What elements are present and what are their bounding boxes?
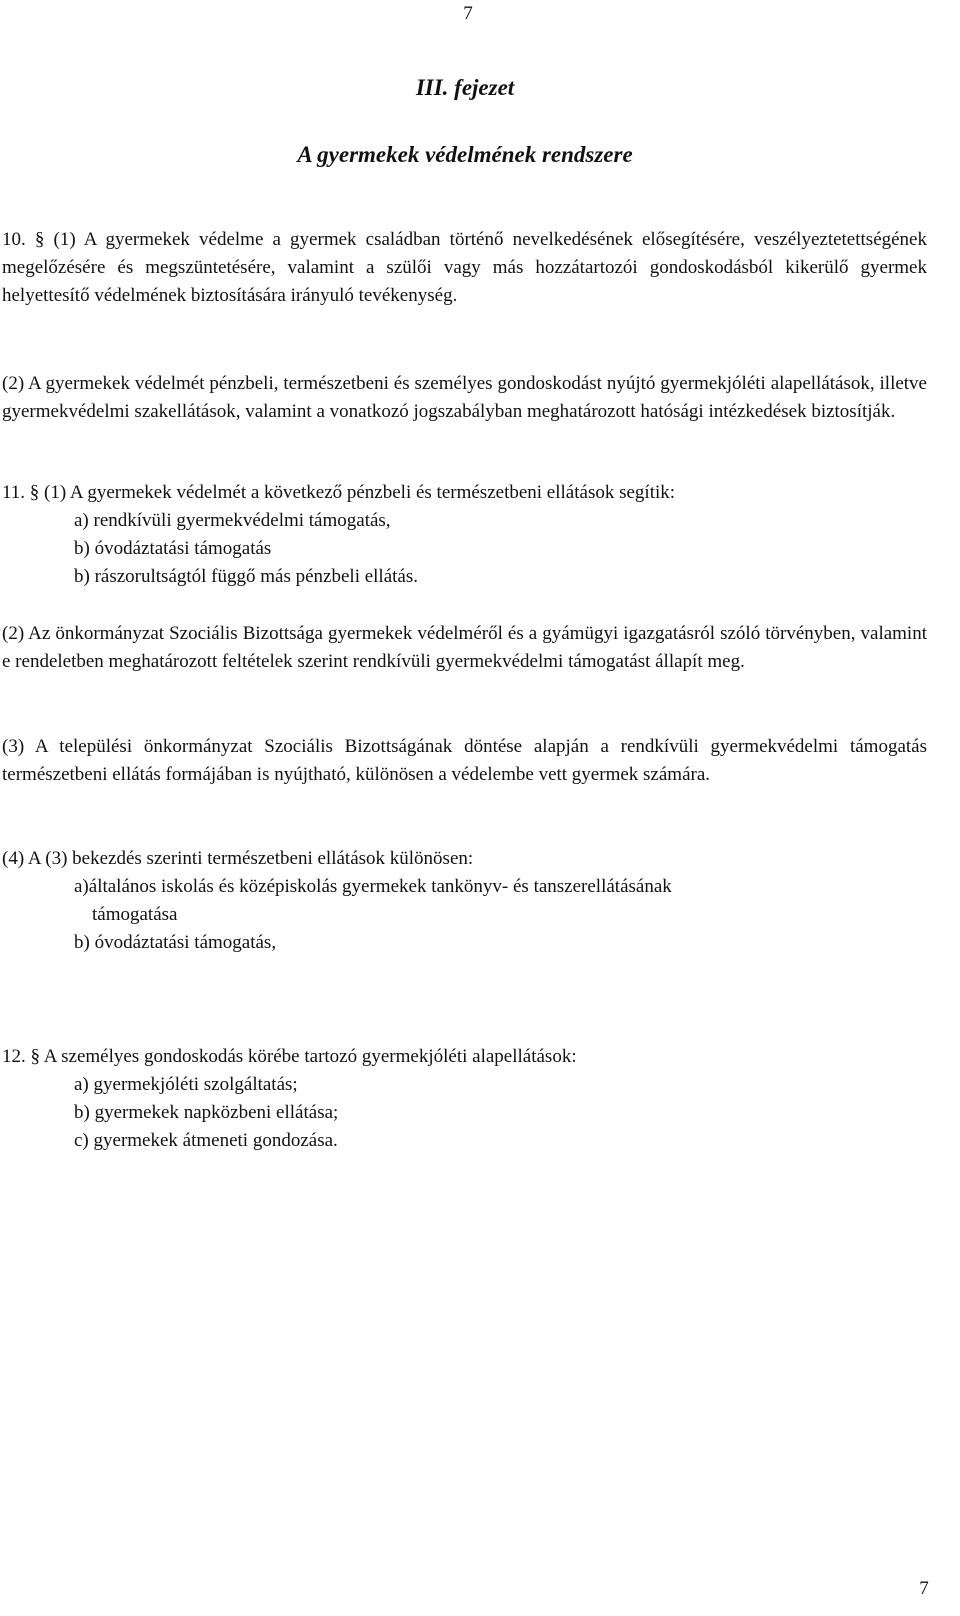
section-11-paragraph-4-intro: (4) A (3) bekezdés szerinti természetbeni ellátások különösen: bbox=[2, 848, 474, 869]
page-number-bottom: 7 bbox=[919, 1578, 929, 1599]
list-item: b) gyermekek napközbeni ellátása; bbox=[74, 1102, 339, 1123]
list-item: c) gyermekek átmeneti gondozása. bbox=[74, 1130, 338, 1151]
section-11-paragraph-1-intro: 11. § (1) A gyermekek védelmét a következő pénzbeli és természetbeni ellátások segítik: bbox=[2, 482, 676, 503]
chapter-title: A gyermekek védelmének rendszere bbox=[297, 142, 633, 167]
list-item: b) óvodáztatási támogatás, bbox=[74, 932, 277, 953]
section-10-paragraph-2: (2) A gyermekek védelmét pénzbeli, természetbeni és személyes gondoskodást nyújtó gyermekjóléti alapellátások, illetve gyermekvédelmi szakellátások, valamint a vonatkozó jogszabályban meghatározott hatósági intézkedések biztosítják. bbox=[2, 373, 927, 422]
section-11-paragraph-1 bbox=[2, 479, 927, 591]
section-11-paragraph-3: (3) A települési önkormányzat Szociális Bizottságának döntése alapján a rendkívüli gyermekvédelmi támogatás természetbeni ellátás formájában is nyújtható, különösen a védelembe vett gyermek számára. bbox=[2, 736, 927, 785]
chapter-label: III. fejezet bbox=[415, 75, 515, 100]
section-12 bbox=[2, 1043, 927, 1155]
list-item: a) rendkívüli gyermekvédelmi támogatás, bbox=[74, 510, 391, 531]
list-item: a)általános iskolás és középiskolás gyermekek tankönyv- és tanszerellátásának bbox=[74, 876, 672, 897]
section-12-intro: 12. § A személyes gondoskodás körébe tartozó gyermekjóléti alapellátások: bbox=[2, 1046, 577, 1067]
list-item: a) gyermekjóléti szolgáltatás; bbox=[74, 1074, 298, 1095]
page-number-top: 7 bbox=[463, 3, 473, 24]
list-item-continuation: támogatása bbox=[92, 904, 178, 925]
list-item: b) óvodáztatási támogatás bbox=[74, 538, 272, 559]
list-item: b) rászorultságtól függő más pénzbeli ellátás. bbox=[74, 566, 419, 587]
section-11-paragraph-2: (2) Az önkormányzat Szociális Bizottsága gyermekek védelméről és a gyámügyi igazgatásról szóló törvényben, valamint e rendeletben meghatározott feltételek szerint rendkívüli gyermekvédelmi támogatást állapít meg. bbox=[2, 623, 927, 672]
section-11-paragraph-4 bbox=[2, 845, 927, 957]
section-10-paragraph-1: 10. § (1) A gyermekek védelme a gyermek családban történő nevelkedésének elősegítésére, veszélyeztetettségének megelőzésére és megszüntetésére, valamint a szülői vagy más hozzátartozói gondoskodásból kikerülő gyermek helyettesítő védelmének biztosítására irányuló tevékenység. bbox=[2, 229, 927, 306]
